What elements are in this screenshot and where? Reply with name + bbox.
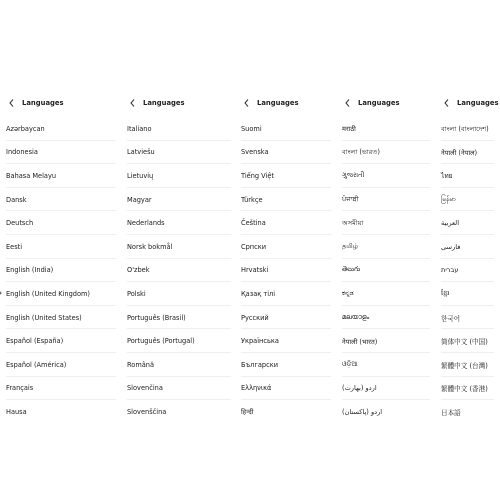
language-item-francais[interactable]: [6, 377, 122, 401]
language-label: ਪੰਜਾਬੀ: [342, 195, 359, 204]
language-item-espanol-espana[interactable]: [6, 329, 122, 353]
language-list: [342, 117, 436, 424]
language-item-srpski[interactable]: [241, 235, 337, 259]
language-item-thai[interactable]: [441, 164, 500, 188]
language-label: తెలుగు: [342, 265, 361, 274]
language-item-turkce[interactable]: [241, 188, 337, 212]
header-title: Languages: [257, 99, 299, 107]
header: [241, 89, 337, 117]
language-item-hindi[interactable]: [241, 400, 337, 424]
language-item-svenska[interactable]: [241, 141, 337, 165]
language-item-cestina[interactable]: [241, 211, 337, 235]
header: [441, 89, 500, 117]
language-label: اردو (بھارت): [342, 384, 377, 393]
language-item-english-us[interactable]: [6, 306, 122, 330]
language-item-assamese[interactable]: [342, 211, 436, 235]
language-label: English (United Kingdom): [6, 289, 90, 298]
language-item-tieng-viet[interactable]: [241, 164, 337, 188]
language-item-russian[interactable]: [241, 306, 337, 330]
language-label: Lietuvių: [127, 171, 154, 180]
language-label: O'zbek: [127, 266, 150, 275]
language-label: नेपाली (भारत): [342, 337, 378, 346]
language-label: नेपाली (नेपाल): [441, 148, 478, 157]
language-item-gujarati[interactable]: [342, 164, 436, 188]
language-item-dansk[interactable]: [6, 188, 122, 212]
language-label: Български: [241, 360, 278, 369]
language-label: اردو (پاکستان): [342, 407, 383, 416]
language-item-polski[interactable]: [127, 282, 237, 306]
language-label: മലയാളം: [342, 313, 370, 322]
language-item-italiano[interactable]: [127, 117, 237, 141]
language-item-azerbaycan[interactable]: [6, 117, 122, 141]
language-item-chinese-taiwan[interactable]: [441, 353, 500, 377]
language-item-punjabi[interactable]: [342, 188, 436, 212]
language-label: Latviešu: [127, 148, 155, 157]
language-label: हिन्दी: [241, 408, 254, 417]
language-label: Indonesia: [6, 148, 38, 157]
language-item-telugu[interactable]: [342, 259, 436, 283]
language-label: 한국어: [441, 314, 461, 323]
language-label: Hrvatski: [241, 266, 269, 275]
language-label: မြန်မာ: [441, 194, 456, 203]
language-label: தமிழ்: [342, 242, 359, 251]
language-item-portugues-portugal[interactable]: [127, 329, 237, 353]
header-title: Languages: [457, 99, 499, 107]
chevron-left-icon: [9, 99, 14, 107]
language-label: Svenska: [241, 148, 269, 157]
language-item-espanol-america[interactable]: [6, 353, 122, 377]
language-label: Español (América): [6, 360, 67, 369]
language-label: Polski: [127, 289, 146, 298]
language-label: Español (España): [6, 337, 64, 346]
language-item-hrvatski[interactable]: [241, 259, 337, 283]
language-label: 日本語: [441, 408, 461, 417]
language-label: Српски: [241, 242, 266, 251]
language-item-korean[interactable]: [441, 306, 500, 330]
language-item-ukrainian[interactable]: [241, 329, 337, 353]
language-label: ଓଡ଼ିଆ: [342, 360, 358, 369]
language-item-portugues-brasil[interactable]: [127, 306, 237, 330]
language-label: Français: [6, 384, 34, 393]
back-button[interactable]: [6, 99, 16, 107]
language-item-eesti[interactable]: [6, 235, 122, 259]
language-label: Türkçe: [241, 195, 263, 204]
language-item-khmer[interactable]: [441, 282, 500, 306]
language-label: Bahasa Melayu: [6, 171, 57, 180]
language-label: 繁體中文 (台灣): [441, 361, 488, 370]
language-label: Română: [127, 360, 155, 369]
language-item-nederlands[interactable]: [127, 211, 237, 235]
language-list: [241, 117, 337, 424]
language-item-japanese[interactable]: [441, 400, 500, 424]
language-item-kannada[interactable]: [342, 282, 436, 306]
language-item-odia[interactable]: [342, 353, 436, 377]
language-label: Deutsch: [6, 219, 34, 228]
language-list: [127, 117, 237, 424]
language-item-hebrew[interactable]: [441, 259, 500, 283]
language-item-urdu-pakistan[interactable]: [342, 400, 436, 424]
language-item-arabic[interactable]: [441, 211, 500, 235]
language-label: Қазақ тілі: [241, 289, 276, 298]
language-panel-4: [342, 89, 436, 423]
language-item-ozbek[interactable]: [127, 259, 237, 283]
language-panel-3: [241, 89, 337, 423]
header: [342, 89, 436, 117]
language-label: বাংলা (ভারত): [342, 148, 380, 157]
language-item-bulgarian[interactable]: [241, 353, 337, 377]
back-button[interactable]: [342, 99, 352, 107]
language-item-bangla-india[interactable]: [342, 141, 436, 165]
language-label: Dansk: [6, 195, 27, 204]
language-label: Norsk bokmål: [127, 242, 173, 251]
header-title: Languages: [143, 99, 185, 107]
language-item-nepali-india[interactable]: [342, 329, 436, 353]
language-item-farsi[interactable]: [441, 235, 500, 259]
language-label: فارسی: [441, 242, 461, 251]
language-item-magyar[interactable]: [127, 188, 237, 212]
language-label: ខ្មែរ: [441, 288, 450, 297]
chevron-left-icon: [444, 99, 449, 107]
language-label: ગુજરાતી: [342, 171, 365, 180]
language-label: Tiếng Việt: [241, 171, 275, 180]
language-label: অসমীয়া: [342, 219, 364, 228]
language-item-norsk-bokmal[interactable]: [127, 235, 237, 259]
language-label: עברית: [441, 266, 459, 275]
chevron-left-icon: [130, 99, 135, 107]
language-item-nepali-nepal[interactable]: [441, 141, 500, 165]
language-item-tamil[interactable]: [342, 235, 436, 259]
language-label: Suomi: [241, 124, 262, 133]
language-item-marathi[interactable]: [342, 117, 436, 141]
language-label: Hausa: [6, 407, 27, 416]
language-item-lietuviu[interactable]: [127, 164, 237, 188]
language-label: 繁體中文 (香港): [441, 385, 488, 394]
language-label: Azərbaycan: [6, 124, 45, 133]
language-label: Slovenščina: [127, 407, 167, 416]
language-item-urdu-india[interactable]: [342, 377, 436, 401]
language-item-slovenscina[interactable]: [127, 400, 237, 424]
header-title: Languages: [358, 99, 400, 107]
language-item-bangla-bangladesh[interactable]: [441, 117, 500, 141]
language-label: Português (Brasil): [127, 313, 186, 322]
language-label: Русский: [241, 313, 269, 322]
language-label: Українська: [241, 337, 279, 346]
language-list: [441, 117, 500, 424]
language-item-chinese-simplified[interactable]: [441, 329, 500, 353]
language-item-english-uk[interactable]: [6, 282, 122, 306]
language-panel-1: [6, 89, 122, 423]
language-item-deutsch[interactable]: [6, 211, 122, 235]
language-item-romana[interactable]: [127, 353, 237, 377]
chevron-left-icon: [244, 99, 249, 107]
language-label: Eesti: [6, 242, 23, 251]
language-label: বাংলা (বাংলাদেশ): [441, 124, 489, 133]
language-label: Italiano: [127, 124, 152, 133]
language-label: English (India): [6, 266, 54, 275]
chevron-left-icon: [345, 99, 350, 107]
language-item-suomi[interactable]: [241, 117, 337, 141]
back-button[interactable]: [441, 99, 451, 107]
language-label: 简体中文 (中国): [441, 338, 488, 347]
language-label: English (United States): [6, 313, 82, 322]
language-item-bahasa-melayu[interactable]: [6, 164, 122, 188]
language-label: Čeština: [241, 219, 266, 228]
header-title: Languages: [22, 99, 64, 107]
language-label: Ελληνικά: [241, 384, 272, 393]
language-item-chinese-hongkong[interactable]: [441, 377, 500, 401]
language-item-burmese[interactable]: [441, 188, 500, 212]
back-button[interactable]: [127, 99, 137, 107]
language-item-latviesu[interactable]: [127, 141, 237, 165]
language-label: العربية: [441, 219, 460, 228]
language-label: ไทย: [441, 172, 453, 181]
back-button[interactable]: [241, 99, 251, 107]
language-label: Slovenčina: [127, 384, 163, 393]
language-item-greek[interactable]: [241, 377, 337, 401]
header: [127, 89, 237, 117]
language-list: [6, 117, 122, 424]
language-label: Magyar: [127, 195, 152, 204]
chevron-right-icon: [0, 290, 2, 296]
language-item-indonesia[interactable]: [6, 141, 122, 165]
language-label: Nederlands: [127, 219, 165, 228]
language-panel-2: [127, 89, 237, 423]
header: [6, 89, 122, 117]
language-panel-5: [441, 89, 500, 423]
language-item-slovencina[interactable]: [127, 377, 237, 401]
language-item-english-india[interactable]: [6, 259, 122, 283]
language-label: मराठी: [342, 125, 356, 134]
language-item-kazakh[interactable]: [241, 282, 337, 306]
language-item-hausa[interactable]: [6, 400, 122, 424]
language-label: Português (Portugal): [127, 337, 195, 346]
language-item-malayalam[interactable]: [342, 306, 436, 330]
language-label: ಕನ್ನಡ: [342, 289, 354, 298]
